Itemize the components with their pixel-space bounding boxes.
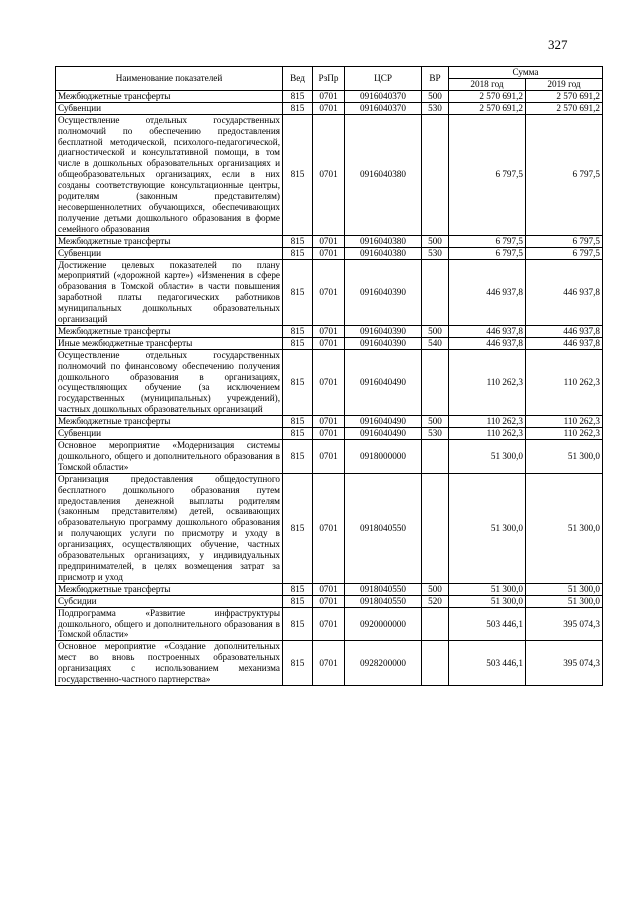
cell-rzpr: 0701 [313, 325, 345, 337]
cell-name: Субвенции [56, 247, 283, 259]
cell-2018: 51 300,0 [449, 440, 526, 474]
cell-ved: 815 [283, 583, 313, 595]
cell-rzpr: 0701 [313, 473, 345, 583]
cell-2019: 446 937,8 [526, 325, 603, 337]
table-row [56, 473, 603, 583]
cell-2018: 446 937,8 [449, 337, 526, 349]
cell-2018: 110 262,3 [449, 349, 526, 415]
cell-csr: 0916040390 [345, 337, 422, 349]
cell-2018: 6 797,5 [449, 235, 526, 247]
cell-name: Субсидии [56, 595, 283, 607]
cell-rzpr: 0701 [313, 607, 345, 641]
cell-2018: 51 300,0 [449, 583, 526, 595]
cell-rzpr: 0701 [313, 595, 345, 607]
cell-ved: 815 [283, 325, 313, 337]
cell-rzpr: 0701 [313, 440, 345, 474]
cell-vr [422, 349, 449, 415]
header-csr: ЦСР [345, 67, 422, 91]
header-name: Наименование показателей [56, 67, 283, 91]
cell-rzpr: 0701 [313, 337, 345, 349]
table-row [56, 595, 603, 607]
cell-rzpr: 0701 [313, 349, 345, 415]
cell-ved: 815 [283, 259, 313, 325]
cell-name: Осуществление отдельных государственных полномочий по финансовому обеспечению получения дошкольного образования в организациях, осуществляющих обучение (за исключением государственных (муниципальных) учреждений), частных дошкольных образовательных организаций [56, 349, 283, 415]
cell-csr: 0916040490 [345, 416, 422, 428]
cell-2019: 2 570 691,2 [526, 90, 603, 102]
cell-csr: 0918040550 [345, 583, 422, 595]
cell-ved: 815 [283, 114, 313, 235]
cell-rzpr: 0701 [313, 102, 345, 114]
budget-table [55, 66, 603, 686]
cell-2019: 51 300,0 [526, 595, 603, 607]
table-row [56, 583, 603, 595]
cell-vr: 500 [422, 416, 449, 428]
cell-csr: 0916040490 [345, 349, 422, 415]
header-sum: Сумма [449, 67, 603, 79]
cell-ved: 815 [283, 595, 313, 607]
cell-csr: 0916040370 [345, 102, 422, 114]
cell-name: Иные межбюджетные трансферты [56, 337, 283, 349]
cell-ved: 815 [283, 337, 313, 349]
cell-rzpr: 0701 [313, 90, 345, 102]
cell-2019: 110 262,3 [526, 416, 603, 428]
cell-csr: 0928200000 [345, 641, 422, 686]
cell-ved: 815 [283, 440, 313, 474]
cell-ved: 815 [283, 428, 313, 440]
cell-vr [422, 641, 449, 686]
cell-ved: 815 [283, 473, 313, 583]
cell-2019: 446 937,8 [526, 337, 603, 349]
table-row [56, 259, 603, 325]
cell-csr: 0918040550 [345, 595, 422, 607]
cell-rzpr: 0701 [313, 641, 345, 686]
cell-vr: 520 [422, 595, 449, 607]
cell-2019: 446 937,8 [526, 259, 603, 325]
cell-name: Осуществление отдельных государственных полномочий по обеспечению предоставления бесплатной методической, психолого-педагогической, диагностической и консультативной помощи, в том числе в дошкольных образовательных организациях и общеобразовательных организациях, если в них созданы соответствующие консультационные центры, родителям (законным представителям) несовершеннолетних обучающихся, обеспечивающих получение детьми дошкольного образования в форме семейного образования [56, 114, 283, 235]
cell-2018: 110 262,3 [449, 416, 526, 428]
page-number: 327 [548, 37, 568, 52]
table-body [56, 90, 603, 685]
cell-vr: 540 [422, 337, 449, 349]
cell-vr: 530 [422, 102, 449, 114]
table-row [56, 428, 603, 440]
cell-name: Субвенции [56, 428, 283, 440]
header-year-2018: 2018 год [449, 79, 526, 91]
cell-ved: 815 [283, 235, 313, 247]
cell-csr: 0916040390 [345, 259, 422, 325]
cell-ved: 815 [283, 102, 313, 114]
cell-2018: 503 446,1 [449, 641, 526, 686]
table-header [56, 67, 603, 91]
cell-rzpr: 0701 [313, 247, 345, 259]
cell-vr: 500 [422, 90, 449, 102]
cell-csr: 0916040390 [345, 325, 422, 337]
cell-csr: 0916040380 [345, 247, 422, 259]
cell-name: Межбюджетные трансферты [56, 325, 283, 337]
header-ved: Вед [283, 67, 313, 91]
table-row [56, 247, 603, 259]
cell-rzpr: 0701 [313, 235, 345, 247]
cell-name: Основное мероприятие «Модернизация системы дошкольного, общего и дополнительного образования в Томской области» [56, 440, 283, 474]
cell-vr [422, 607, 449, 641]
cell-2018: 446 937,8 [449, 259, 526, 325]
cell-2019: 6 797,5 [526, 235, 603, 247]
table-row [56, 349, 603, 415]
cell-2018: 446 937,8 [449, 325, 526, 337]
cell-2018: 2 570 691,2 [449, 102, 526, 114]
cell-csr: 0916040380 [345, 114, 422, 235]
table-row [56, 337, 603, 349]
cell-csr: 0916040380 [345, 235, 422, 247]
cell-ved: 815 [283, 416, 313, 428]
header-year-2019: 2019 год [526, 79, 603, 91]
header-vr: ВР [422, 67, 449, 91]
table-row [56, 641, 603, 686]
cell-vr [422, 114, 449, 235]
cell-2019: 6 797,5 [526, 114, 603, 235]
cell-2019: 110 262,3 [526, 349, 603, 415]
cell-2019: 2 570 691,2 [526, 102, 603, 114]
table-row [56, 235, 603, 247]
cell-vr: 500 [422, 583, 449, 595]
cell-2018: 2 570 691,2 [449, 90, 526, 102]
cell-name: Межбюджетные трансферты [56, 90, 283, 102]
cell-vr: 530 [422, 247, 449, 259]
cell-ved: 815 [283, 641, 313, 686]
cell-2019: 6 797,5 [526, 247, 603, 259]
cell-2018: 110 262,3 [449, 428, 526, 440]
cell-rzpr: 0701 [313, 583, 345, 595]
cell-csr: 0918040550 [345, 473, 422, 583]
cell-rzpr: 0701 [313, 428, 345, 440]
cell-ved: 815 [283, 607, 313, 641]
table-row [56, 90, 603, 102]
cell-rzpr: 0701 [313, 114, 345, 235]
cell-name: Подпрограмма «Развитие инфраструктуры дошкольного, общего и дополнительного образования в Томской области» [56, 607, 283, 641]
table-row [56, 607, 603, 641]
cell-2019: 395 074,3 [526, 641, 603, 686]
cell-ved: 815 [283, 349, 313, 415]
cell-2018: 51 300,0 [449, 473, 526, 583]
cell-vr: 500 [422, 325, 449, 337]
cell-rzpr: 0701 [313, 416, 345, 428]
cell-csr: 0918000000 [345, 440, 422, 474]
table-row [56, 102, 603, 114]
cell-csr: 0920000000 [345, 607, 422, 641]
cell-2018: 6 797,5 [449, 114, 526, 235]
cell-2019: 51 300,0 [526, 473, 603, 583]
cell-2018: 6 797,5 [449, 247, 526, 259]
cell-vr: 500 [422, 235, 449, 247]
cell-csr: 0916040370 [345, 90, 422, 102]
cell-ved: 815 [283, 247, 313, 259]
cell-rzpr: 0701 [313, 259, 345, 325]
cell-2018: 503 446,1 [449, 607, 526, 641]
cell-csr: 0916040490 [345, 428, 422, 440]
cell-name: Межбюджетные трансферты [56, 235, 283, 247]
cell-vr: 530 [422, 428, 449, 440]
table-row [56, 440, 603, 474]
cell-name: Межбюджетные трансферты [56, 416, 283, 428]
table-row [56, 114, 603, 235]
cell-name: Субвенции [56, 102, 283, 114]
cell-2019: 51 300,0 [526, 440, 603, 474]
cell-vr [422, 440, 449, 474]
cell-2018: 51 300,0 [449, 595, 526, 607]
cell-2019: 51 300,0 [526, 583, 603, 595]
cell-vr [422, 473, 449, 583]
cell-name: Организация предоставления общедоступного бесплатного дошкольного образования путем предоставления денежной выплаты родителям (законным представителям) детей, осваивающих образовательную программу дошкольного образования и получающих услуги по присмотру и уходу в организациях, осуществляющих обучение, частных образовательных организациях, у индивидуальных предпринимателей, в целях возмещения затрат за присмотр и уход [56, 473, 283, 583]
cell-vr [422, 259, 449, 325]
cell-name: Основное мероприятие «Создание дополнительных мест во вновь построенных образовательных организациях с использованием механизма государственно-частного партнерства» [56, 641, 283, 686]
table-row [56, 416, 603, 428]
cell-name: Достижение целевых показателей по плану мероприятий («дорожной карте») «Изменения в сфере образования в Томской области» в части повышения заработной платы педагогических работников муниципальных дошкольных образовательных организаций [56, 259, 283, 325]
table-row [56, 325, 603, 337]
header-rzpr: РзПр [313, 67, 345, 91]
cell-name: Межбюджетные трансферты [56, 583, 283, 595]
cell-ved: 815 [283, 90, 313, 102]
cell-2019: 110 262,3 [526, 428, 603, 440]
cell-2019: 395 074,3 [526, 607, 603, 641]
